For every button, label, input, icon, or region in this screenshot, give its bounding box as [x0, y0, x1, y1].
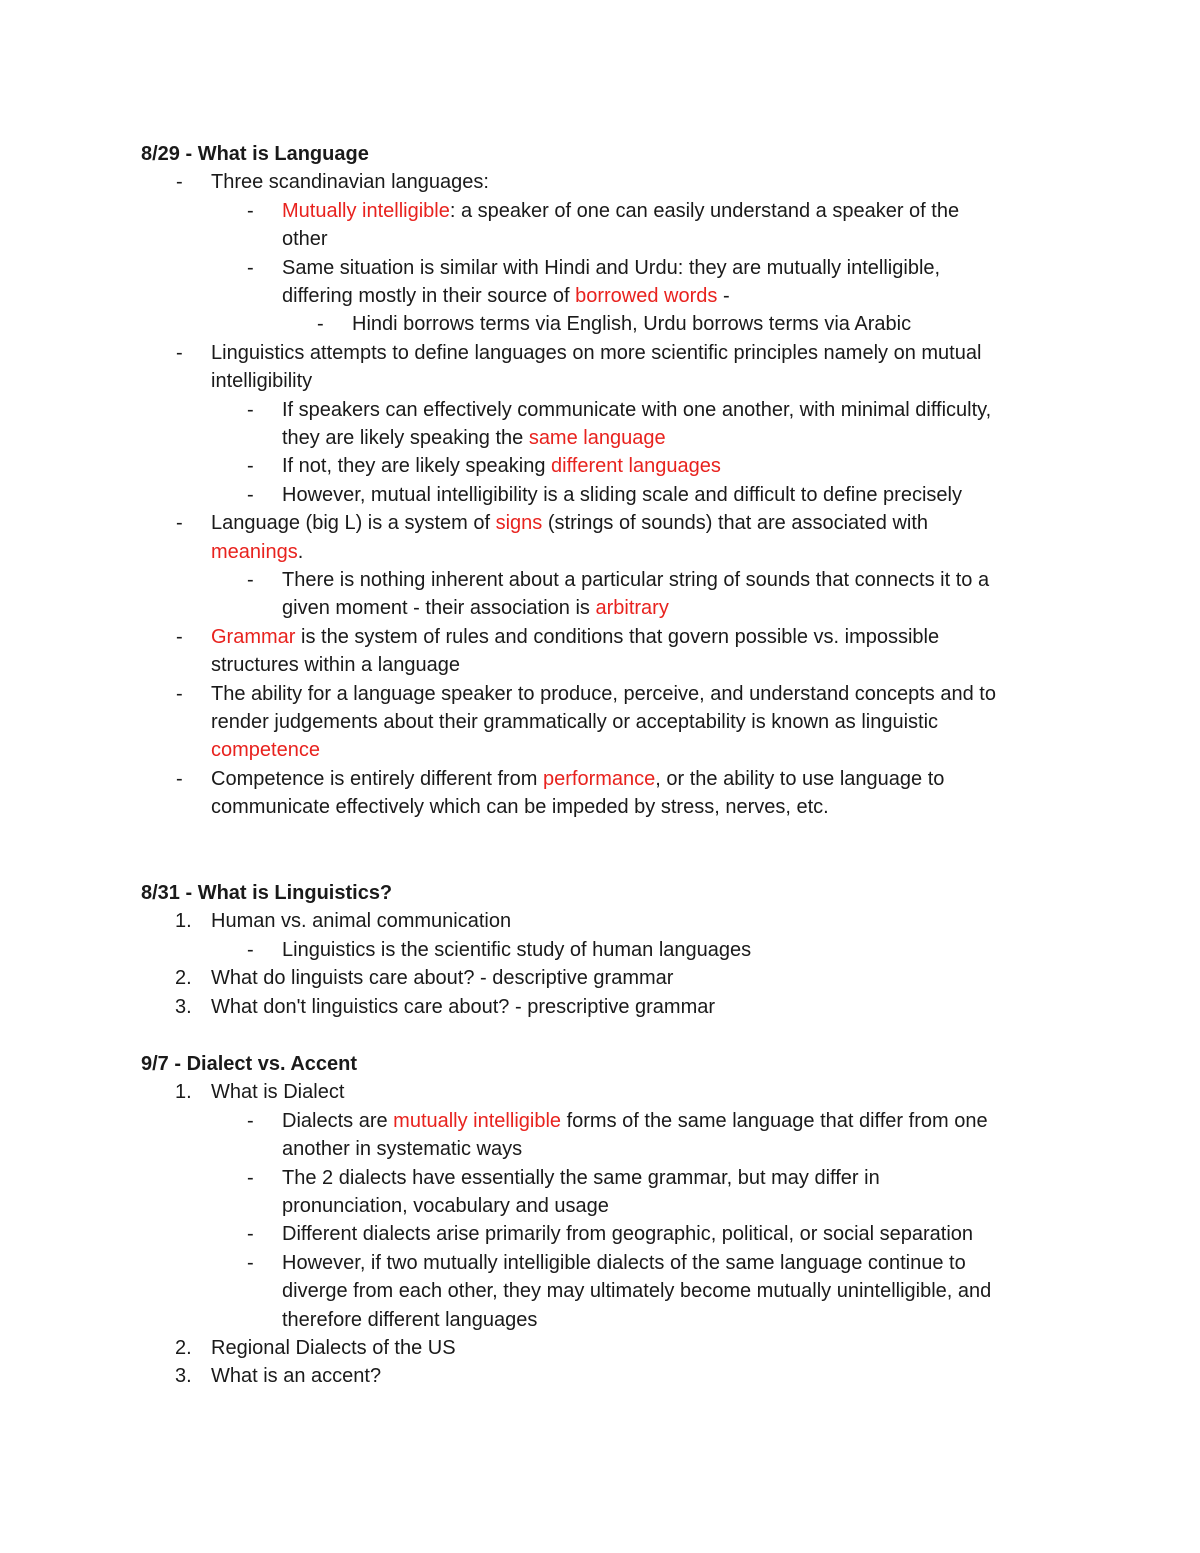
list-item-text: differing mostly in their source of borrowed words -: [282, 285, 730, 307]
highlighted-term: Grammar: [211, 625, 296, 648]
bullet-dash: -: [176, 341, 183, 364]
list-item-text: pronunciation, vocabulary and usage: [282, 1195, 609, 1217]
bullet-dash: -: [247, 256, 254, 279]
list-item-text: If not, they are likely speaking different languages: [282, 455, 721, 478]
list-item-text: Competence is entirely different from performance, or the ability to use language to: [211, 767, 945, 790]
list-item-text: diverge from each other, they may ultimately become mutually unintelligible, and: [282, 1280, 992, 1303]
list-number: 3.: [175, 995, 192, 1018]
list-item-text: Regional Dialects of the US: [211, 1337, 456, 1359]
bullet-dash: -: [176, 171, 183, 194]
list-item-text: structures within a language: [211, 654, 461, 677]
list-item-text: meanings.: [211, 540, 304, 563]
list-item-text: Mutually intelligible: a speaker of one can easily understand a speaker of the: [282, 199, 960, 222]
list-item-text: Different dialects arise primarily from geographic, political, or social separation: [282, 1223, 974, 1246]
list-item-text: Language (big L) is a system of signs (strings of sounds) that are associated with: [211, 512, 929, 535]
list-item-text: There is nothing inherent about a particular string of sounds that connects it to a: [282, 569, 990, 591]
list-item-text: they are likely speaking the same language: [282, 427, 666, 449]
section-heading: 8/31 - What is Linguistics?: [141, 882, 393, 904]
highlighted-term: signs: [495, 512, 543, 535]
list-number: 1.: [175, 1081, 192, 1104]
highlighted-term: same language: [528, 427, 666, 449]
list-item-text: What is Dialect: [211, 1081, 345, 1104]
list-item-text: given moment - their association is arbitrary: [282, 597, 669, 620]
section-heading: 8/29 - What is Language: [141, 143, 369, 165]
list-item-text: Linguistics attempts to define languages on more scientific principles namely on mutual: [211, 341, 982, 364]
bullet-dash: -: [176, 682, 183, 705]
highlighted-term: performance: [543, 767, 656, 790]
list-item-text: What do linguists care about? - descriptive grammar: [211, 967, 674, 990]
bullet-dash: -: [176, 625, 183, 648]
highlighted-term: mutually intelligible: [393, 1109, 562, 1132]
list-item-text: Human vs. animal communication: [211, 910, 512, 933]
bullet-dash: -: [247, 483, 254, 506]
bullet-dash: -: [247, 1223, 254, 1246]
list-item-text: The 2 dialects have essentially the same grammar, but may differ in: [282, 1166, 880, 1189]
bullet-dash: -: [247, 199, 254, 222]
list-item-text: What is an accent?: [211, 1365, 382, 1388]
list-item-text: Grammar is the system of rules and conditions that govern possible vs. impossible: [211, 625, 940, 648]
list-item-text: However, if two mutually intelligible dialects of the same language continue to: [282, 1251, 966, 1274]
list-number: 2.: [175, 967, 192, 990]
list-item-text: Linguistics is the scientific study of human languages: [282, 938, 752, 961]
highlighted-term: arbitrary: [595, 597, 669, 620]
bullet-dash: -: [176, 767, 183, 790]
list-number: 1.: [175, 910, 192, 933]
list-number: 3.: [175, 1365, 192, 1388]
list-item-text: communicate effectively which can be impeded by stress, nerves, etc.: [211, 796, 829, 819]
section-heading: 9/7 - Dialect vs. Accent: [141, 1053, 358, 1075]
list-item-text: Hindi borrows terms via English, Urdu borrows terms via Arabic: [352, 313, 912, 336]
bullet-dash: -: [317, 313, 324, 336]
list-item-text: intelligibility: [211, 370, 313, 393]
bullet-dash: -: [247, 398, 254, 421]
list-item-text: However, mutual intelligibility is a sliding scale and difficult to define precisely: [282, 483, 962, 506]
bullet-dash: -: [247, 569, 254, 591]
list-item-text: Three scandinavian languages:: [211, 171, 489, 194]
list-item-text: Dialects are mutually intelligible forms of the same language that differ from one: [282, 1109, 988, 1132]
highlighted-term: borrowed words: [575, 285, 718, 307]
list-item-text: Same situation is similar with Hindi and Urdu: they are mutually intelligible,: [282, 256, 941, 279]
bullet-dash: -: [247, 938, 254, 961]
list-item-text: The ability for a language speaker to produce, perceive, and understand concepts and to: [211, 682, 996, 705]
bullet-dash: -: [247, 1109, 254, 1132]
list-item-text: What don't linguistics care about? - prescriptive grammar: [211, 995, 716, 1018]
list-item-text: another in systematic ways: [282, 1138, 523, 1161]
highlighted-term: Mutually intelligible: [282, 199, 450, 222]
bullet-dash: -: [247, 1166, 254, 1189]
list-number: 2.: [175, 1337, 192, 1359]
bullet-dash: -: [247, 455, 254, 478]
bullet-dash: -: [176, 512, 183, 535]
list-item-text: other: [282, 228, 328, 251]
highlighted-term: meanings: [211, 540, 298, 563]
list-item-text: If speakers can effectively communicate with one another, with minimal difficulty,: [282, 398, 992, 421]
highlighted-term: different languages: [551, 455, 721, 478]
list-item-text: [211, 736, 320, 764]
bullet-dash: -: [247, 1251, 254, 1274]
list-item-text: therefore different languages: [282, 1308, 538, 1331]
highlighted-term: competence: [211, 739, 320, 762]
list-item-text: render judgements about their grammatically or acceptability is known as linguistic: [211, 711, 939, 733]
